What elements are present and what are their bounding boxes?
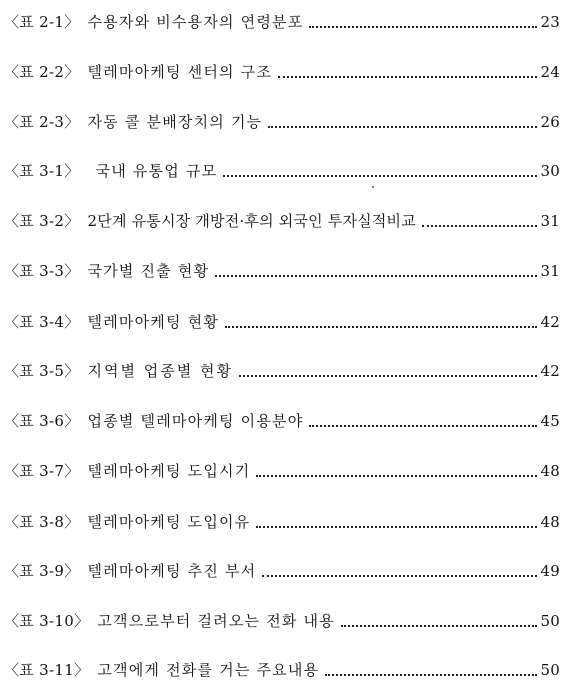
toc-entry[interactable] [4, 355, 560, 381]
dot-leader [341, 625, 537, 627]
toc-entry-page: 26 [540, 113, 560, 131]
dot-leader [309, 26, 537, 28]
toc-entry-label: 〈표 3-8〉 [4, 513, 80, 531]
dot-leader [225, 326, 537, 328]
toc-entry-title: 고객으로부터 걸려오는 전화 내용 [97, 612, 335, 630]
toc-entry-title: 텔레마아케팅 도입시기 [87, 462, 251, 480]
toc-entry-page: 50 [540, 612, 560, 630]
toc-entry-page: 30 [540, 162, 560, 180]
toc-entry-title: 지역별 업종별 현황 [87, 362, 233, 380]
toc-entry-label: 〈표 3-6〉 [4, 412, 80, 430]
toc-entry[interactable] [4, 654, 560, 680]
toc-entry-page: 31 [540, 262, 560, 280]
toc-entry-label: 〈표 3-11〉 [4, 661, 90, 679]
toc-entry-label: 〈표 3-3〉 [4, 262, 80, 280]
toc-entry-label: 〈표 2-2〉 [4, 63, 80, 81]
toc-entry-page: 31 [540, 212, 560, 230]
toc-entry[interactable] [4, 106, 560, 132]
toc-entry-title: 국내 유통업 규모 [95, 162, 218, 180]
dot-leader [309, 425, 537, 427]
toc-entry-title: 텔레마아케팅 현황 [87, 313, 220, 331]
toc-entry-title: 고객에게 전화를 거는 주요내용 [97, 661, 320, 679]
toc-entry-label: 〈표 3-9〉 [4, 562, 80, 580]
toc-entry-title: 국가별 진출 현황 [87, 262, 210, 280]
toc-entry[interactable] [4, 56, 560, 82]
toc-entry-label: 〈표 2-1〉 [4, 13, 80, 31]
toc-entry[interactable] [4, 605, 560, 631]
toc-entry[interactable] [4, 6, 560, 32]
toc-entry-title: 텔레마아케팅 추진 부서 [87, 562, 257, 580]
dot-leader [268, 126, 537, 128]
toc-entry-title: 2단계 유통시장 개방전·후의 외국인 투자실적비교 [87, 212, 416, 230]
dot-leader [325, 674, 537, 676]
toc-entry-label: 〈표 3-5〉 [4, 362, 80, 380]
toc-entry[interactable] [4, 205, 560, 231]
dot-leader [256, 526, 537, 528]
toc-entry-label: 〈표 3-4〉 [4, 313, 80, 331]
toc-entry[interactable] [4, 405, 560, 431]
toc-entry-label: 〈표 3-2〉 [4, 212, 80, 230]
toc-entry-title: 자동 콜 분배장치의 기능 [87, 113, 263, 131]
toc-entry-page: 48 [540, 462, 560, 480]
dot-leader [223, 175, 537, 177]
toc-entry[interactable] [4, 455, 560, 481]
toc-entry-title: 수용자와 비수용자의 연령분포 [87, 13, 304, 31]
toc-entry-title: 텔레마아케팅 도입이유 [87, 513, 251, 531]
toc-entry-page: 23 [540, 13, 560, 31]
toc-entry-label: 〈표 3-1〉 [4, 162, 80, 180]
dot-leader [239, 375, 537, 377]
toc-entry-page: 48 [540, 513, 560, 531]
scan-speck [372, 186, 374, 188]
toc-entry-page: 50 [540, 661, 560, 679]
toc-entry[interactable] [4, 506, 560, 532]
dot-leader [278, 76, 537, 78]
dot-leader [262, 575, 537, 577]
toc-entry-page: 45 [540, 412, 560, 430]
toc-entry-page: 24 [540, 63, 560, 81]
toc-entry-label: 〈표 2-3〉 [4, 113, 80, 131]
dot-leader [215, 275, 537, 277]
toc-entry[interactable] [4, 255, 560, 281]
toc-entry-page: 42 [540, 362, 560, 380]
dot-leader [422, 225, 537, 227]
toc-entry-title: 업종별 텔레마아케팅 이용분야 [87, 412, 304, 430]
toc-entry-label: 〈표 3-7〉 [4, 462, 80, 480]
toc-entry-label: 〈표 3-10〉 [4, 612, 90, 630]
toc-entry-page: 49 [540, 562, 560, 580]
toc-entry[interactable] [4, 555, 560, 581]
toc-entry-title: 텔레마아케팅 센터의 구조 [87, 63, 273, 81]
toc-entry-page: 42 [540, 313, 560, 331]
toc-entry[interactable] [4, 306, 560, 332]
dot-leader [256, 475, 537, 477]
toc-entry[interactable] [4, 155, 560, 181]
